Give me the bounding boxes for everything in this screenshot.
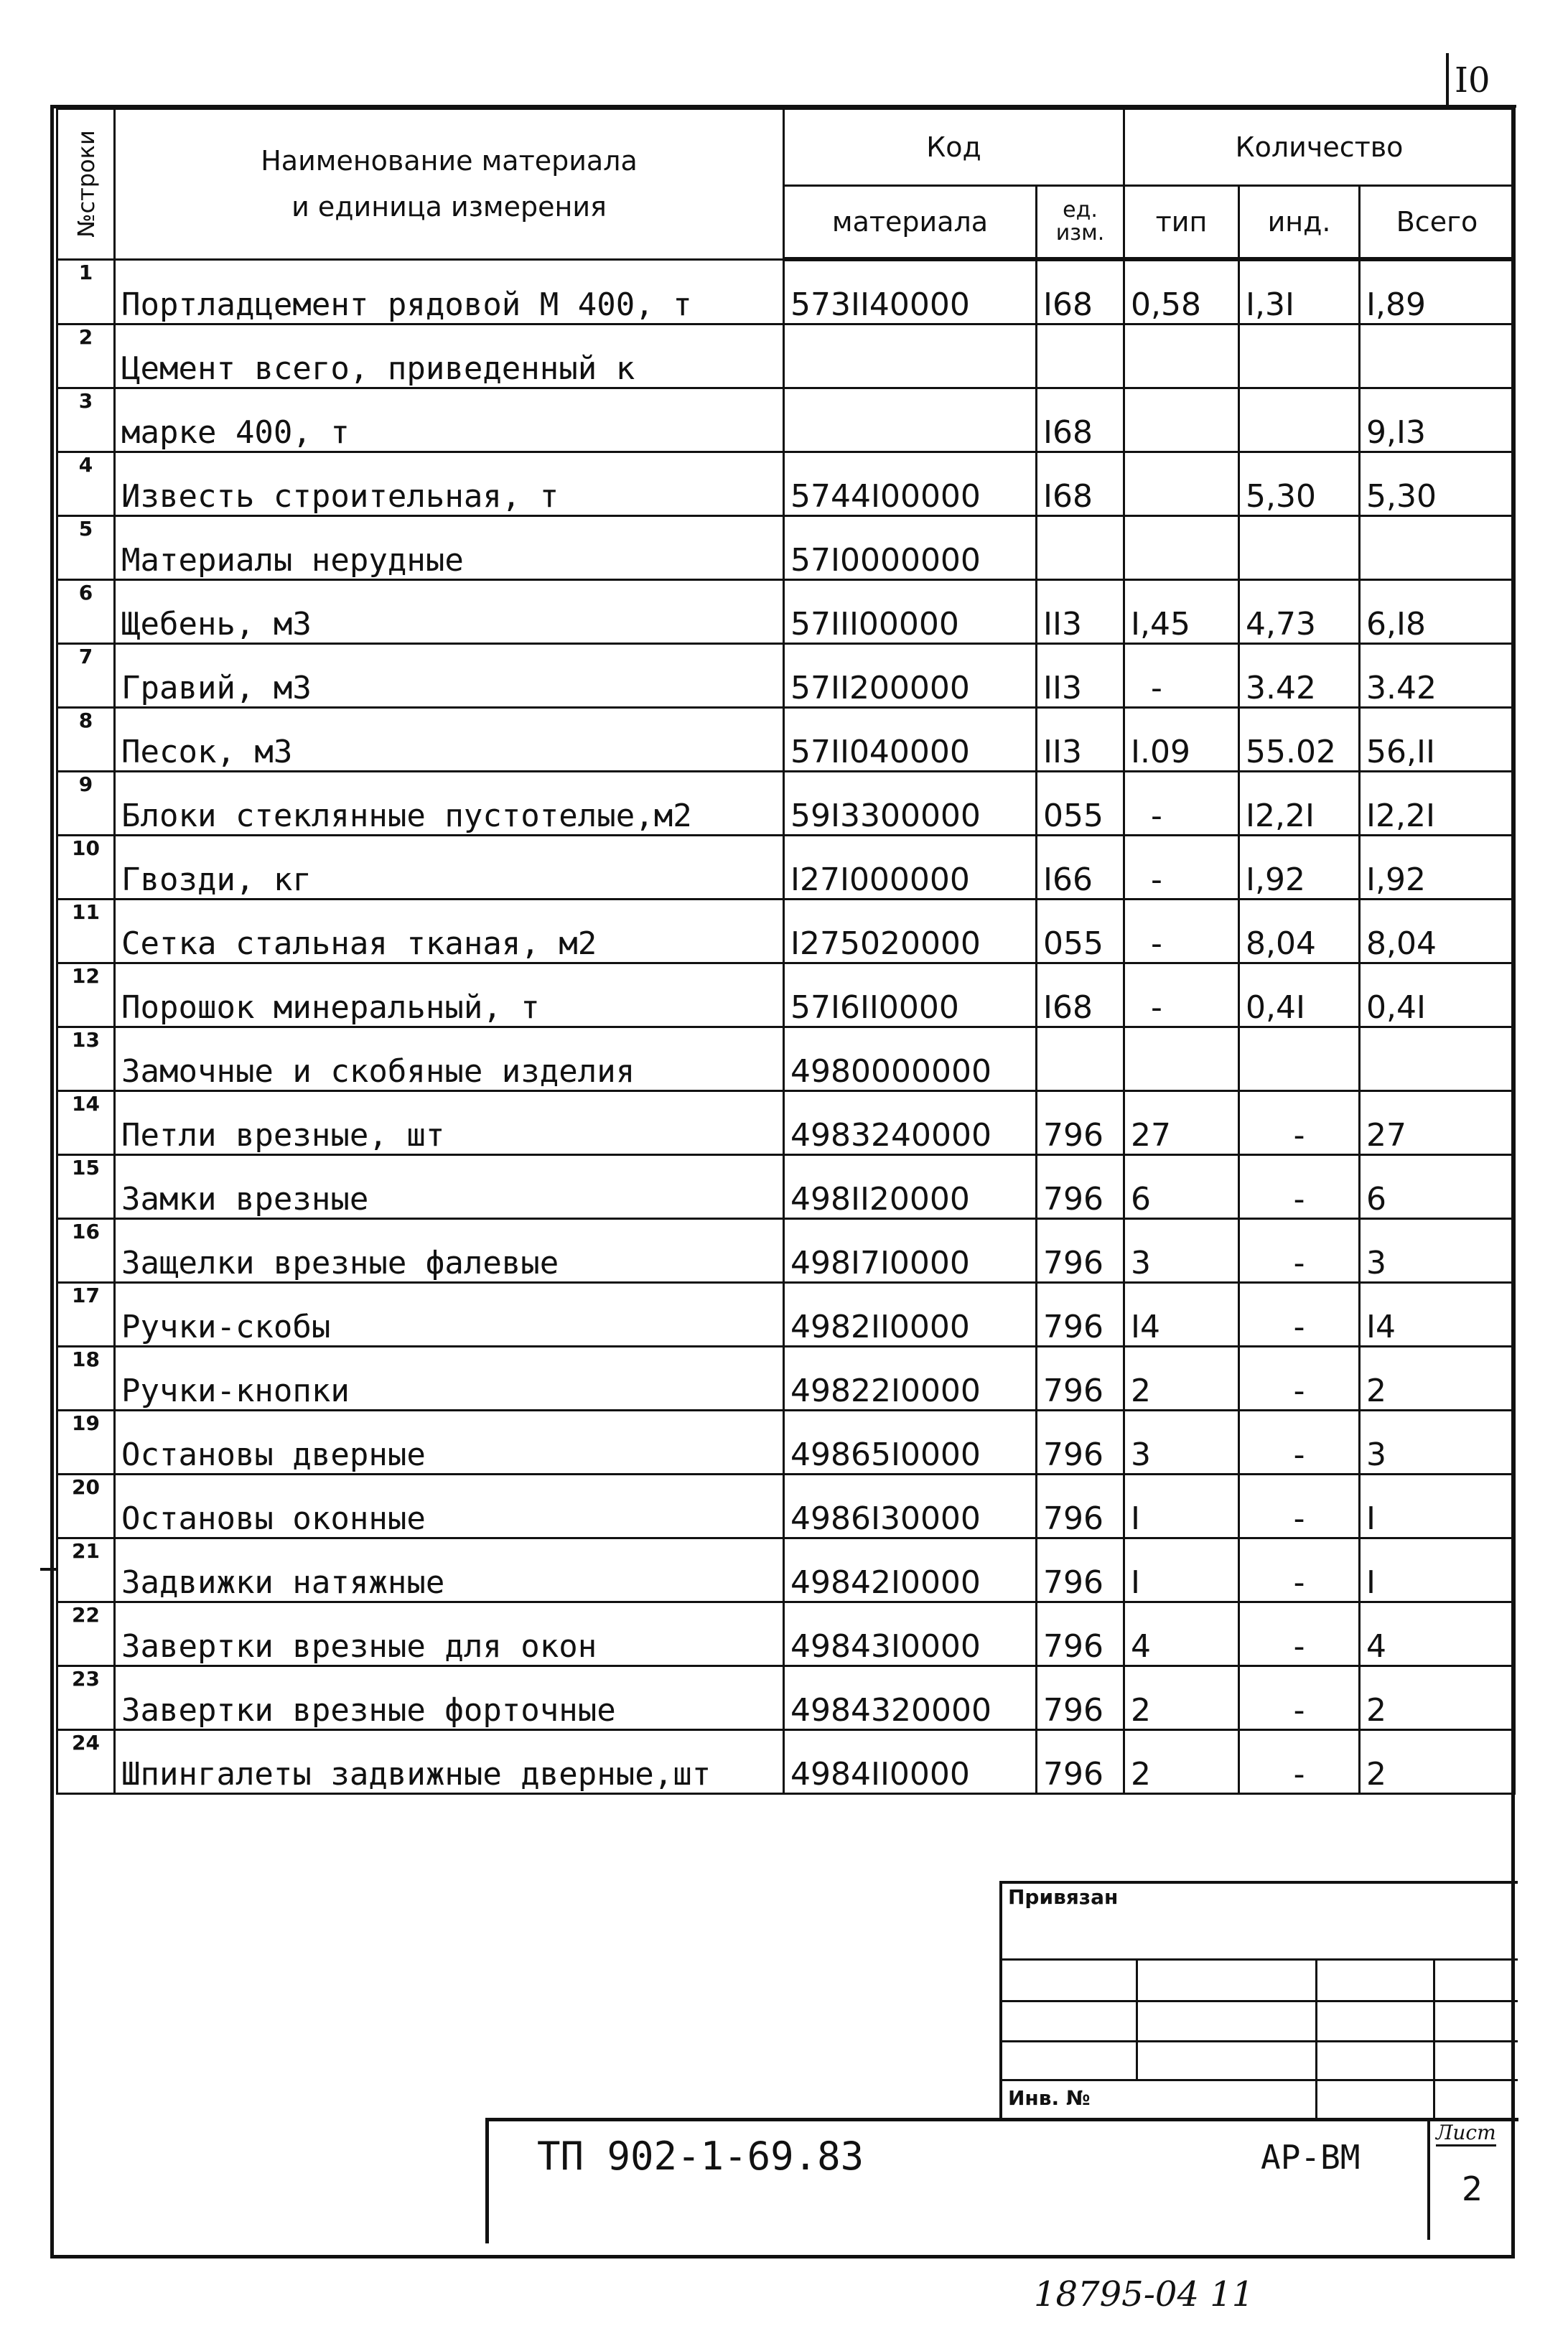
- material-code: 4984II0000: [784, 1730, 1037, 1794]
- row-number: 7: [57, 644, 115, 708]
- quantity-total: 6: [1360, 1155, 1515, 1219]
- row-number-header: №строки: [57, 109, 115, 260]
- page-number: I0: [1455, 60, 1490, 101]
- quantity-typ: 2: [1124, 1666, 1239, 1730]
- material-name: Замочные и скобяные изделия: [115, 1027, 784, 1091]
- table-row: [57, 1155, 1515, 1219]
- quantity-total: [1360, 324, 1515, 388]
- material-code: [784, 324, 1037, 388]
- unit-code: I68: [1037, 259, 1124, 324]
- row-number: 6: [57, 580, 115, 644]
- unit-code: II3: [1037, 580, 1124, 644]
- quantity-ind: -: [1239, 1730, 1360, 1794]
- material-code: 49842I0000: [784, 1538, 1037, 1602]
- section-code: АР-ВМ: [1261, 2138, 1361, 2177]
- material-name: Замки врезные: [115, 1155, 784, 1219]
- typ-header: тип: [1124, 186, 1239, 260]
- quantity-typ: I,45: [1124, 580, 1239, 644]
- quantity-typ: 6: [1124, 1155, 1239, 1219]
- material-name: Цемент всего, приведенный к: [115, 324, 784, 388]
- quantity-total: [1360, 1027, 1515, 1091]
- quantity-ind: -: [1239, 1538, 1360, 1602]
- unit-header: ед. изм.: [1037, 186, 1124, 260]
- quantity-total: 5,30: [1360, 452, 1515, 516]
- material-code: 4986I30000: [784, 1475, 1037, 1538]
- material-code: 57II200000: [784, 644, 1037, 708]
- quantity-ind: [1239, 516, 1360, 580]
- quantity-group-header: Количество: [1124, 109, 1515, 186]
- table-row: [57, 1666, 1515, 1730]
- row-number: 2: [57, 324, 115, 388]
- row-number: 9: [57, 772, 115, 836]
- table-row: [57, 516, 1515, 580]
- quantity-typ: -: [1124, 836, 1239, 900]
- quantity-typ: 3: [1124, 1411, 1239, 1475]
- quantity-typ: [1124, 516, 1239, 580]
- material-code: 49843I0000: [784, 1602, 1037, 1666]
- unit-code: 796: [1037, 1730, 1124, 1794]
- quantity-ind: 0,4I: [1239, 963, 1360, 1027]
- unit-code: [1037, 324, 1124, 388]
- material-name: Сетка стальная тканая, м2: [115, 900, 784, 963]
- unit-code: 796: [1037, 1538, 1124, 1602]
- unit-code: 055: [1037, 772, 1124, 836]
- table-row: [57, 1475, 1515, 1538]
- sheet-label: Лист: [1436, 2121, 1496, 2147]
- quantity-typ: -: [1124, 772, 1239, 836]
- table-row: [57, 708, 1515, 772]
- material-code: 498II20000: [784, 1155, 1037, 1219]
- quantity-ind: -: [1239, 1283, 1360, 1347]
- material-code: 4984320000: [784, 1666, 1037, 1730]
- quantity-ind: 4,73: [1239, 580, 1360, 644]
- table-row: [57, 1219, 1515, 1283]
- code-group-header: Код: [784, 109, 1124, 186]
- material-name: Шпингалеты задвижные дверные,шт: [115, 1730, 784, 1794]
- material-name: Песок, м3: [115, 708, 784, 772]
- quantity-total: 0,4I: [1360, 963, 1515, 1027]
- material-name: Завертки врезные форточные: [115, 1666, 784, 1730]
- document-code: ТП 902-1-69.83: [537, 2134, 864, 2179]
- quantity-total: 2: [1360, 1730, 1515, 1794]
- quantity-total: [1360, 516, 1515, 580]
- table-row: [57, 900, 1515, 963]
- material-name: Ручки-кнопки: [115, 1347, 784, 1411]
- row-number: 14: [57, 1091, 115, 1155]
- quantity-typ: -: [1124, 963, 1239, 1027]
- table-row: [57, 836, 1515, 900]
- material-name: Порошок минеральный, т: [115, 963, 784, 1027]
- unit-code: 796: [1037, 1155, 1124, 1219]
- row-number: 17: [57, 1283, 115, 1347]
- binding-stamp: [999, 1881, 1518, 2121]
- material-name: Завертки врезные для окон: [115, 1602, 784, 1666]
- quantity-typ: [1124, 452, 1239, 516]
- table-row: [57, 1730, 1515, 1794]
- material-code: [784, 388, 1037, 452]
- unit-code: 796: [1037, 1411, 1124, 1475]
- table-row: [57, 1027, 1515, 1091]
- unit-code: 796: [1037, 1347, 1124, 1411]
- quantity-typ: [1124, 388, 1239, 452]
- quantity-typ: I4: [1124, 1283, 1239, 1347]
- row-number: 21: [57, 1538, 115, 1602]
- unit-code: 796: [1037, 1283, 1124, 1347]
- quantity-total: I4: [1360, 1283, 1515, 1347]
- quantity-total: 8,04: [1360, 900, 1515, 963]
- quantity-total: I: [1360, 1475, 1515, 1538]
- unit-code: 796: [1037, 1666, 1124, 1730]
- material-name: Задвижки натяжные: [115, 1538, 784, 1602]
- quantity-ind: [1239, 1027, 1360, 1091]
- quantity-typ: [1124, 324, 1239, 388]
- quantity-ind: -: [1239, 1666, 1360, 1730]
- row-number: 4: [57, 452, 115, 516]
- row-number: 18: [57, 1347, 115, 1411]
- unit-code: I68: [1037, 963, 1124, 1027]
- material-code: 49822I0000: [784, 1347, 1037, 1411]
- material-code: 57I6II0000: [784, 963, 1037, 1027]
- unit-code: II3: [1037, 708, 1124, 772]
- quantity-total: 56,II: [1360, 708, 1515, 772]
- quantity-typ: 2: [1124, 1730, 1239, 1794]
- material-name: Блоки стеклянные пустотелые,м2: [115, 772, 784, 836]
- quantity-ind: [1239, 324, 1360, 388]
- material-name: Щебень, м3: [115, 580, 784, 644]
- material-name: марке 400, т: [115, 388, 784, 452]
- table-row: [57, 1283, 1515, 1347]
- row-number: 20: [57, 1475, 115, 1538]
- quantity-ind: -: [1239, 1347, 1360, 1411]
- inventory-label: Инв. №: [1008, 2086, 1091, 2110]
- bound-label: Привязан: [1008, 1885, 1119, 1909]
- material-name: Гвозди, кг: [115, 836, 784, 900]
- table-row: [57, 963, 1515, 1027]
- quantity-total: I,89: [1360, 259, 1515, 324]
- unit-code: I68: [1037, 452, 1124, 516]
- table-row: [57, 772, 1515, 836]
- quantity-ind: -: [1239, 1602, 1360, 1666]
- row-number: 13: [57, 1027, 115, 1091]
- quantity-ind: -: [1239, 1411, 1360, 1475]
- material-name: Портладцемент рядовой М 400, т: [115, 259, 784, 324]
- quantity-total: I: [1360, 1538, 1515, 1602]
- material-code-header: материала: [784, 186, 1037, 260]
- quantity-ind: -: [1239, 1219, 1360, 1283]
- quantity-ind: 5,30: [1239, 452, 1360, 516]
- material-name: Остановы дверные: [115, 1411, 784, 1475]
- row-number: 19: [57, 1411, 115, 1475]
- quantity-total: 4: [1360, 1602, 1515, 1666]
- quantity-total: 3: [1360, 1219, 1515, 1283]
- unit-code: I68: [1037, 388, 1124, 452]
- row-number: 11: [57, 900, 115, 963]
- material-name: Защелки врезные фалевые: [115, 1219, 784, 1283]
- material-code: 5744I00000: [784, 452, 1037, 516]
- quantity-typ: [1124, 1027, 1239, 1091]
- material-code: I275020000: [784, 900, 1037, 963]
- row-number: 24: [57, 1730, 115, 1794]
- material-code: 49865I0000: [784, 1411, 1037, 1475]
- table-row: [57, 1538, 1515, 1602]
- material-name: Петли врезные, шт: [115, 1091, 784, 1155]
- material-code: 57I0000000: [784, 516, 1037, 580]
- quantity-ind: -: [1239, 1475, 1360, 1538]
- quantity-total: 3: [1360, 1411, 1515, 1475]
- quantity-typ: 3: [1124, 1219, 1239, 1283]
- table-row: [57, 1411, 1515, 1475]
- quantity-total: I2,2I: [1360, 772, 1515, 836]
- quantity-total: 2: [1360, 1347, 1515, 1411]
- quantity-typ: I: [1124, 1538, 1239, 1602]
- page-number-border: [1446, 53, 1449, 109]
- row-number: 15: [57, 1155, 115, 1219]
- row-number: 12: [57, 963, 115, 1027]
- name-header: Наименование материала и единица измерения: [115, 109, 784, 260]
- material-code: I27I000000: [784, 836, 1037, 900]
- quantity-total: 9,I3: [1360, 388, 1515, 452]
- materials-table: [56, 108, 1516, 1795]
- material-code: 573II40000: [784, 259, 1037, 324]
- archive-number: 18795-04 11: [1034, 2274, 1254, 2314]
- table-row: [57, 452, 1515, 516]
- table-row: [57, 644, 1515, 708]
- quantity-ind: 55.02: [1239, 708, 1360, 772]
- unit-code: 055: [1037, 900, 1124, 963]
- material-code: 59I3300000: [784, 772, 1037, 836]
- material-name: Известь строительная, т: [115, 452, 784, 516]
- row-number: 5: [57, 516, 115, 580]
- row-number: 8: [57, 708, 115, 772]
- quantity-typ: 27: [1124, 1091, 1239, 1155]
- quantity-ind: I2,2I: [1239, 772, 1360, 836]
- row-number: 22: [57, 1602, 115, 1666]
- material-name: Остановы оконные: [115, 1475, 784, 1538]
- unit-code: 796: [1037, 1091, 1124, 1155]
- unit-code: [1037, 516, 1124, 580]
- material-name: Материалы нерудные: [115, 516, 784, 580]
- quantity-typ: 2: [1124, 1347, 1239, 1411]
- quantity-total: 6,I8: [1360, 580, 1515, 644]
- material-code: 4982II0000: [784, 1283, 1037, 1347]
- material-code: 4983240000: [784, 1091, 1037, 1155]
- material-code: 57II040000: [784, 708, 1037, 772]
- unit-code: [1037, 1027, 1124, 1091]
- row-number: 23: [57, 1666, 115, 1730]
- unit-code: 796: [1037, 1219, 1124, 1283]
- table-row: [57, 1091, 1515, 1155]
- quantity-typ: -: [1124, 900, 1239, 963]
- row-number: 10: [57, 836, 115, 900]
- quantity-total: I,92: [1360, 836, 1515, 900]
- table-row: [57, 259, 1515, 324]
- quantity-typ: -: [1124, 644, 1239, 708]
- quantity-ind: 3.42: [1239, 644, 1360, 708]
- unit-code: I66: [1037, 836, 1124, 900]
- material-code: 4980000000: [784, 1027, 1037, 1091]
- sheet-number: 2: [1462, 2169, 1483, 2208]
- row-number: 1: [57, 259, 115, 324]
- quantity-ind: I,92: [1239, 836, 1360, 900]
- table-row: [57, 1602, 1515, 1666]
- quantity-total: 3.42: [1360, 644, 1515, 708]
- quantity-typ: I.09: [1124, 708, 1239, 772]
- quantity-ind: 8,04: [1239, 900, 1360, 963]
- quantity-ind: I,3I: [1239, 259, 1360, 324]
- table-row: [57, 580, 1515, 644]
- unit-code: 796: [1037, 1602, 1124, 1666]
- quantity-total: 2: [1360, 1666, 1515, 1730]
- quantity-typ: 0,58: [1124, 259, 1239, 324]
- material-code: 57III00000: [784, 580, 1037, 644]
- table-row: [57, 388, 1515, 452]
- material-name: Ручки-скобы: [115, 1283, 784, 1347]
- table-row: [57, 324, 1515, 388]
- quantity-ind: -: [1239, 1091, 1360, 1155]
- ind-header: инд.: [1239, 186, 1360, 260]
- quantity-ind: -: [1239, 1155, 1360, 1219]
- total-header: Всего: [1360, 186, 1515, 260]
- unit-code: II3: [1037, 644, 1124, 708]
- unit-code: 796: [1037, 1475, 1124, 1538]
- quantity-ind: [1239, 388, 1360, 452]
- quantity-typ: I: [1124, 1475, 1239, 1538]
- margin-mark: [40, 1568, 57, 1571]
- material-code: 498I7I0000: [784, 1219, 1037, 1283]
- quantity-total: 27: [1360, 1091, 1515, 1155]
- row-number: 16: [57, 1219, 115, 1283]
- row-number: 3: [57, 388, 115, 452]
- quantity-typ: 4: [1124, 1602, 1239, 1666]
- material-name: Гравий, м3: [115, 644, 784, 708]
- table-row: [57, 1347, 1515, 1411]
